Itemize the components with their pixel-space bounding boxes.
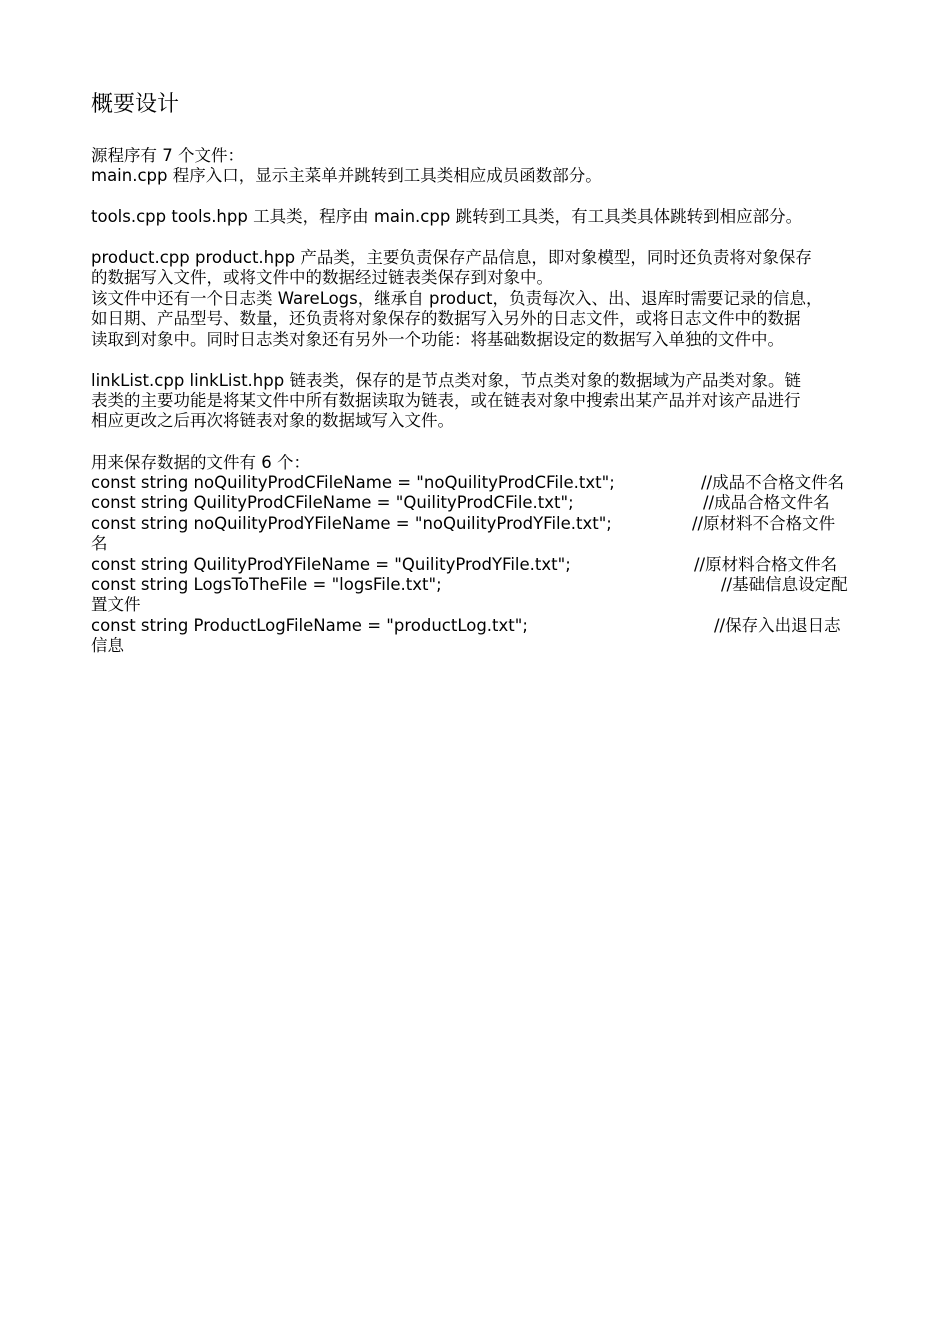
decl-row <box>91 555 861 575</box>
decl-row <box>91 575 861 595</box>
decl-code: const string ProductLogFileName = "productLog.txt"; <box>91 616 528 635</box>
product-line-2: 的数据写入文件，或将文件中的数据经过链表类保存到对象中。 <box>91 268 553 287</box>
decl-code: const string noQuilityProdYFileName = "noQuilityProdYFile.txt"; <box>91 514 612 533</box>
decl-comment: //成品不合格文件名 <box>701 473 845 492</box>
product-line-4: 如日期、产品型号、数量，还负责将对象保存的数据写入另外的日志文件，或将日志文件中的数据 <box>91 309 801 328</box>
linklist-line-2: 表类的主要功能是将某文件中所有数据读取为链表，或在链表对象中搜索出某产品并对该产品进行 <box>91 391 801 410</box>
product-line-1: product.cpp product.hpp 产品类，主要负责保存产品信息，即对象模型，同时还负责将对象保存 <box>91 248 812 267</box>
intro-line: 源程序有 7 个文件： <box>91 146 244 165</box>
decl-comment: //成品合格文件名 <box>703 493 830 512</box>
decl-row <box>91 473 861 493</box>
linklist-line-3: 相应更改之后再次将链表对象的数据域写入文件。 <box>91 411 454 430</box>
decl-row <box>91 493 861 513</box>
decl-code: const string LogsToTheFile = "logsFile.txt"; <box>91 575 442 594</box>
decl-comment: //基础信息设定配 <box>721 575 848 594</box>
decl-comment-wrap: 名 <box>91 534 108 553</box>
tools-paragraph: tools.cpp tools.hpp 工具类，程序由 main.cpp 跳转到工具类，有工具类具体跳转到相应部分。 <box>91 207 803 226</box>
intro-main-cpp: main.cpp 程序入口，显示主菜单并跳转到工具类相应成员函数部分。 <box>91 166 602 185</box>
decl-comment: //保存入出退日志 <box>714 616 841 635</box>
decl-comment: //原材料不合格文件 <box>692 514 836 533</box>
decl-code: const string QuilityProdCFileName = "QuilityProdCFile.txt"; <box>91 493 574 512</box>
decl-comment: //原材料合格文件名 <box>694 555 838 574</box>
decl-row <box>91 514 861 534</box>
decl-row <box>91 616 861 636</box>
product-line-5: 读取到对象中。同时日志类对象还有另外一个功能：将基础数据设定的数据写入单独的文件中。 <box>91 330 784 349</box>
linklist-line-1: linkList.cpp linkList.hpp 链表类，保存的是节点类对象，节点类对象的数据域为产品类对象。链 <box>91 371 801 390</box>
page-title: 概要设计 <box>91 92 180 117</box>
product-line-3: 该文件中还有一个日志类 WareLogs，继承自 product，负责每次入、出、退库时需要记录的信息， <box>91 289 823 308</box>
decl-code: const string QuilityProdYFileName = "QuilityProdYFile.txt"; <box>91 555 571 574</box>
decl-comment-wrap: 置文件 <box>91 595 141 614</box>
files-heading: 用来保存数据的文件有 6 个： <box>91 453 310 472</box>
decl-comment-wrap: 信息 <box>91 636 124 655</box>
decl-code: const string noQuilityProdCFileName = "noQuilityProdCFile.txt"; <box>91 473 615 492</box>
